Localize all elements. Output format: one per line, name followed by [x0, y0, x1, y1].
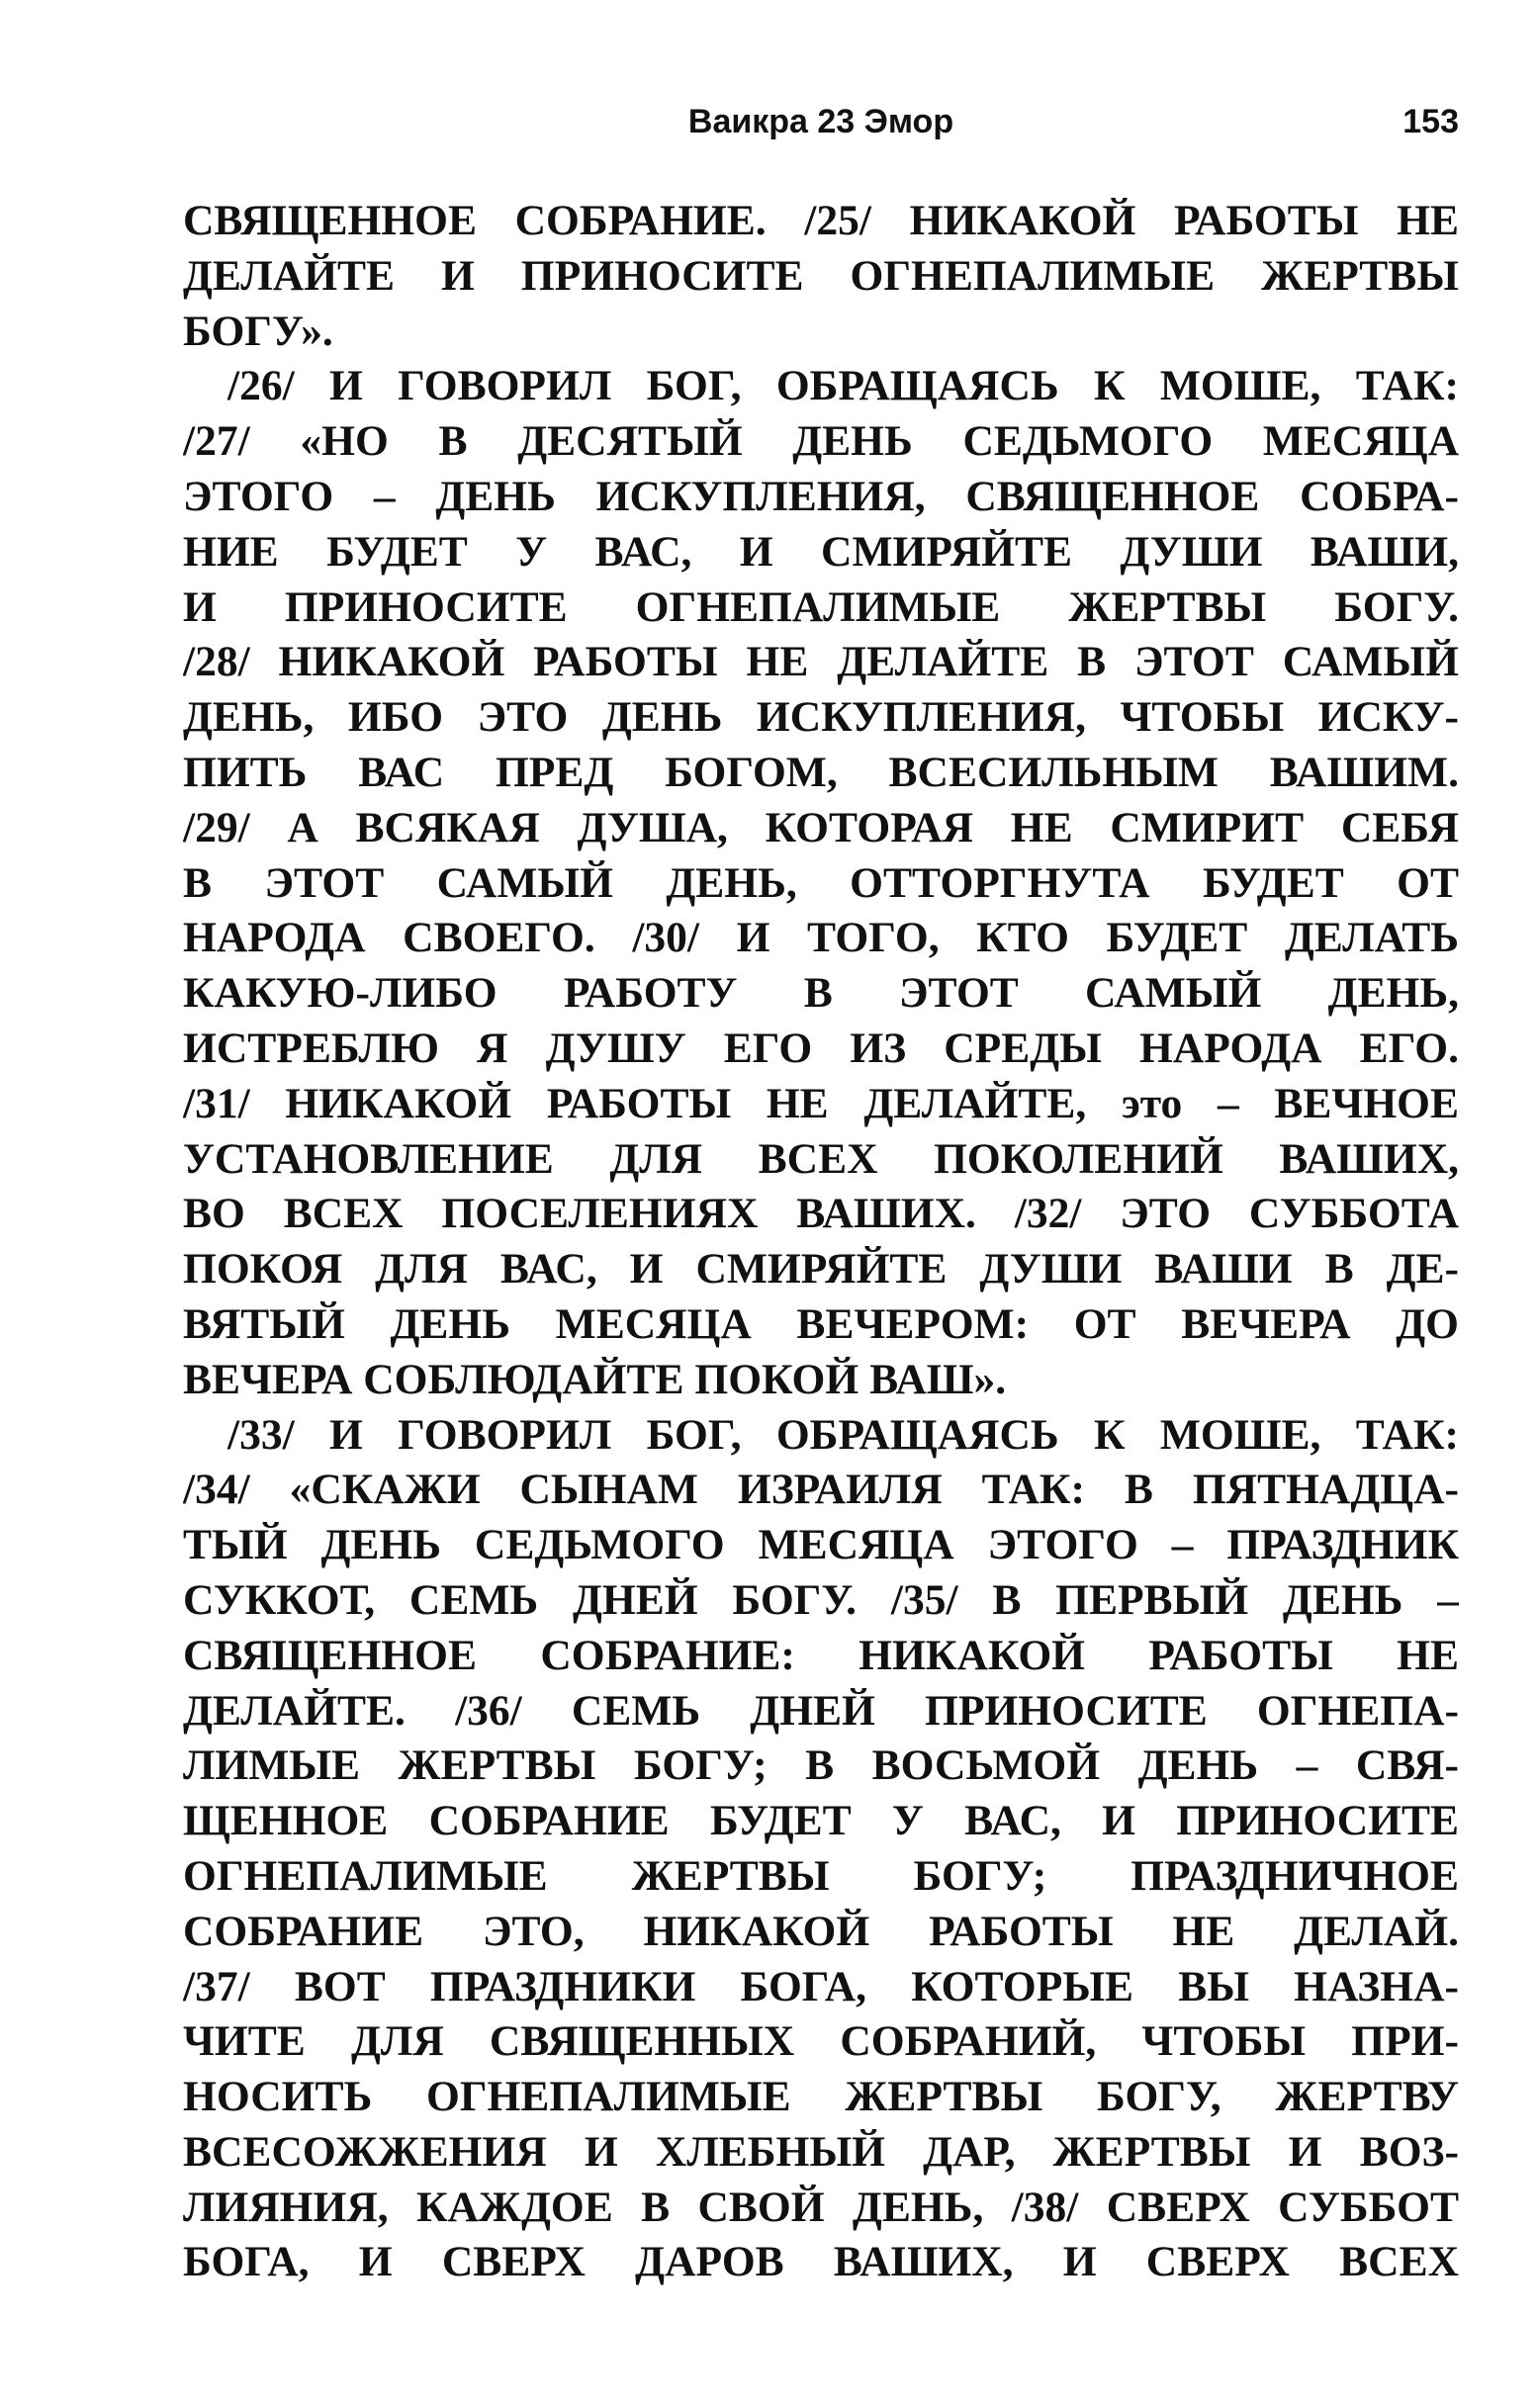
text-line: НОСИТЬ ОГНЕПАЛИМЫЕ ЖЕРТВЫ БОГУ, ЖЕРТВУ — [183, 2073, 1459, 2121]
text-line: ВЯТЫЙ ДЕНЬ МЕСЯЦА ВЕЧЕРОМ: ОТ ВЕЧЕРА ДО — [183, 1299, 1459, 1348]
text-line: /31/ НИКАКОЙ РАБОТЫ НЕ ДЕЛАЙТЕ, это – ВЕЧНОЕ — [183, 1079, 1459, 1127]
text-line: /34/ «СКАЖИ СЫНАМ ИЗРАИЛЯ ТАК: В ПЯТНАДЦА- — [183, 1466, 1459, 1514]
text-line: ЧИТЕ ДЛЯ СВЯЩЕННЫХ СОБРАНИЙ, ЧТОБЫ ПРИ- — [183, 2017, 1459, 2066]
text-line: ЩЕННОЕ СОБРАНИЕ БУДЕТ У ВАС, И ПРИНОСИТЕ — [183, 1797, 1459, 1845]
text-line: /29/ А ВСЯКАЯ ДУША, КОТОРАЯ НЕ СМИРИТ СЕБЯ — [183, 803, 1459, 851]
text-line: БОГУ». — [183, 307, 333, 355]
text-line: НАРОДА СВОЕГО. /30/ И ТОГО, КТО БУДЕТ ДЕЛАТЬ — [183, 914, 1459, 962]
text-line: В ЭТОТ САМЫЙ ДЕНЬ, ОТТОРГНУТА БУДЕТ ОТ — [183, 858, 1459, 907]
text-line: СВЯЩЕННОЕ СОБРАНИЕ. /25/ НИКАКОЙ РАБОТЫ НЕ — [183, 197, 1459, 244]
text-line: УСТАНОВЛЕНИЕ ДЛЯ ВСЕХ ПОКОЛЕНИЙ ВАШИХ, — [183, 1134, 1459, 1183]
text-line: ДЕЛАЙТЕ. /36/ СЕМЬ ДНЕЙ ПРИНОСИТЕ ОГНЕПА- — [183, 1686, 1459, 1735]
text-line: /27/ «НО В ДЕСЯТЫЙ ДЕНЬ СЕДЬМОГО МЕСЯЦА — [183, 417, 1459, 466]
text-line: ВСЕСОЖЖЕНИЯ И ХЛЕБНЫЙ ДАР, ЖЕРТВЫ И ВОЗ- — [183, 2127, 1459, 2176]
text-line: ДЕЛАЙТЕ И ПРИНОСИТЕ ОГНЕПАЛИМЫЕ ЖЕРТВЫ — [183, 251, 1459, 300]
body-text — [183, 194, 1459, 2290]
text-line: /26/ И ГОВОРИЛ БОГ, ОБРАЩАЯСЬ К МОШЕ, ТАК: — [227, 362, 1459, 410]
text-line: /37/ ВОТ ПРАЗДНИКИ БОГА, КОТОРЫЕ ВЫ НАЗНА- — [183, 1962, 1459, 2010]
text-line: И ПРИНОСИТЕ ОГНЕПАЛИМЫЕ ЖЕРТВЫ БОГУ. — [183, 582, 1459, 631]
text-line: ВО ВСЕХ ПОСЕЛЕНИЯХ ВАШИХ. /32/ ЭТО СУББОТА — [183, 1190, 1459, 1238]
text-line: /28/ НИКАКОЙ РАБОТЫ НЕ ДЕЛАЙТЕ В ЭТОТ САМЫЙ — [183, 638, 1459, 686]
running-title: Ваикра 23 Эмор — [687, 103, 954, 140]
text-line: ВЕЧЕРА СОБЛЮДАЙТЕ ПОКОЙ ВАШ». — [183, 1355, 1007, 1403]
text-line: ТЫЙ ДЕНЬ СЕДЬМОГО МЕСЯЦА ЭТОГО – ПРАЗДНИК — [183, 1521, 1459, 1569]
text-line: БОГА, И СВЕРХ ДАРОВ ВАШИХ, И СВЕРХ ВСЕХ — [183, 2238, 1459, 2286]
running-header — [183, 97, 1459, 156]
text-line: НИЕ БУДЕТ У ВАС, И СМИРЯЙТЕ ДУШИ ВАШИ, — [183, 527, 1459, 576]
text-line: ПИТЬ ВАС ПРЕД БОГОМ, ВСЕСИЛЬНЫМ ВАШИМ. — [183, 748, 1459, 796]
text-line: СУККОТ, СЕМЬ ДНЕЙ БОГУ. /35/ В ПЕРВЫЙ ДЕНЬ – — [183, 1575, 1459, 1624]
text-line: ЛИЯНИЯ, КАЖДОЕ В СВОЙ ДЕНЬ, /38/ СВЕРХ СУББОТ — [183, 2183, 1459, 2231]
text-line: СВЯЩЕННОЕ СОБРАНИЕ: НИКАКОЙ РАБОТЫ НЕ — [183, 1631, 1459, 1679]
text-line: ПОКОЯ ДЛЯ ВАС, И СМИРЯЙТЕ ДУШИ ВАШИ В ДЕ- — [183, 1245, 1459, 1293]
text-line: ДЕНЬ, ИБО ЭТО ДЕНЬ ИСКУПЛЕНИЯ, ЧТОБЫ ИСКУ- — [183, 693, 1459, 742]
text-line: ИСТРЕБЛЮ Я ДУШУ ЕГО ИЗ СРЕДЫ НАРОДА ЕГО. — [183, 1024, 1459, 1072]
page-number: 153 — [1402, 103, 1459, 140]
text-line: ЛИМЫЕ ЖЕРТВЫ БОГУ; В ВОСЬМОЙ ДЕНЬ – СВЯ- — [183, 1741, 1459, 1790]
text-line: СОБРАНИЕ ЭТО, НИКАКОЙ РАБОТЫ НЕ ДЕЛАЙ. — [183, 1907, 1459, 1955]
text-line: ЭТОГО – ДЕНЬ ИСКУПЛЕНИЯ, СВЯЩЕННОЕ СОБРА- — [183, 472, 1459, 520]
text-line: КАКУЮ-ЛИБО РАБОТУ В ЭТОТ САМЫЙ ДЕНЬ, — [183, 969, 1459, 1018]
text-line: ОГНЕПАЛИМЫЕ ЖЕРТВЫ БОГУ; ПРАЗДНИЧНОЕ — [183, 1851, 1459, 1900]
text-line: /33/ И ГОВОРИЛ БОГ, ОБРАЩАЯСЬ К МОШЕ, ТАК: — [227, 1410, 1459, 1459]
